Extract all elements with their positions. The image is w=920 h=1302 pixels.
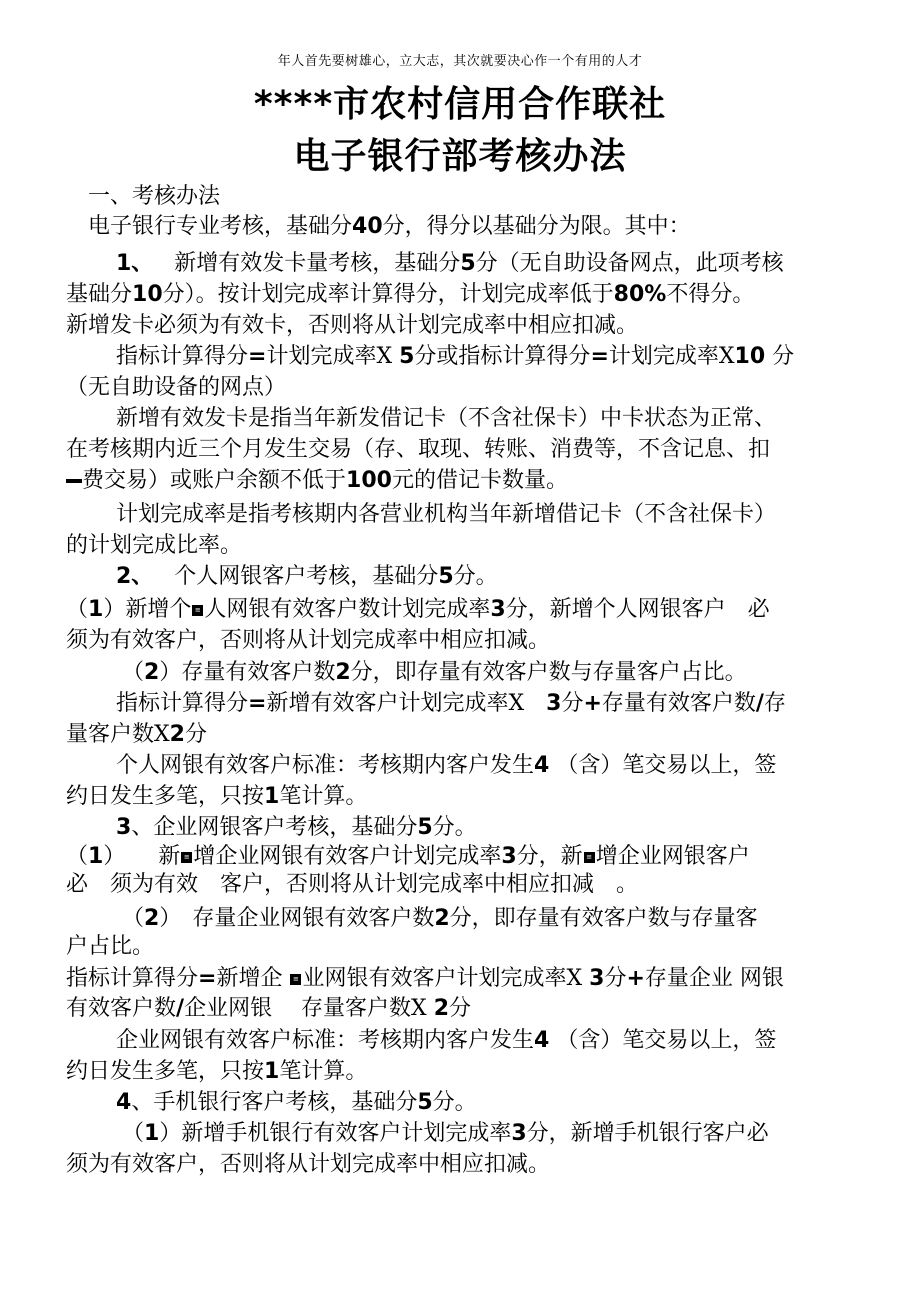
item3-f9: 有效客户数 — [66, 996, 177, 1021]
scan-artifact-mark: ≡ — [181, 852, 192, 863]
intro-line — [88, 212, 888, 242]
item2-s2-e: 分，即存量有效客户数与存量客户占比。 — [350, 660, 747, 685]
item1-plan-1: 计划完成率是指考核期内各营业机构当年新增借记卡（不含社保卡） — [116, 502, 777, 527]
item1-line3: 新增发卡必须为有效卡，否则将从计划完成率中相应扣减。 — [66, 313, 639, 338]
item2-s1-f: 分，新增个人网银客户 必 — [505, 597, 770, 622]
item4-sub1-line2: 须为有效客户，否则将从计划完成率中相应扣减。 — [66, 1152, 551, 1177]
item2-std1-b: 4 — [534, 753, 550, 778]
item3-heading — [116, 813, 916, 843]
item2-std1-a: 个人网银有效客户标准：考核期内客户发生 — [116, 753, 535, 778]
item3-formula-1 — [66, 964, 866, 994]
item3-std1-a: 企业网银有效客户标准：考核期内客户发生 — [116, 1028, 535, 1053]
item3-f7: + — [626, 966, 645, 991]
title-line-2: 电子银行部考核办法 — [293, 136, 627, 177]
item3-sub2-line2: 户占比。 — [66, 934, 155, 959]
item2-f2: = — [248, 691, 267, 716]
item3-f5: 3 — [589, 966, 605, 991]
intro-text-c: 分，得分以基础分为限。其中： — [382, 214, 691, 239]
item2-formula-2 — [66, 720, 866, 750]
item3-s1-f: 分，新 — [516, 844, 583, 869]
item4-heading — [116, 1088, 916, 1118]
item2-s1-d: 人网银有效客户数计划完成率 — [204, 597, 491, 622]
item1-text-2: 分（无自助设备网点，此项考核 — [475, 251, 784, 276]
item2-s1-a: （ — [66, 597, 89, 622]
item2-standard-2 — [66, 782, 866, 812]
item1-score: 5 — [460, 251, 476, 276]
item3-f2: = — [198, 966, 217, 991]
item3-sub1-line1 — [66, 842, 866, 872]
item1-f-b: = — [248, 344, 267, 369]
item1-d3-c: 元的借记卡数量。 — [391, 468, 568, 493]
item1-l2-b: 10 — [132, 282, 163, 307]
item1-f-g: 计划完成率X — [608, 344, 735, 369]
title-line-1: ****市农村信用合作联社 — [253, 84, 667, 125]
item1-def-3 — [66, 466, 866, 496]
item2-f5: 分 — [561, 691, 584, 716]
item2-f8: / — [755, 691, 764, 716]
item1-formula — [116, 342, 916, 372]
item1-line1 — [116, 249, 916, 279]
item2-f11: 2 — [169, 722, 185, 747]
item2-number: 2、 — [116, 564, 154, 589]
item3-standard-1 — [116, 1026, 916, 1056]
item2-standard-1 — [116, 751, 916, 781]
item3-std2-a: 约日发生多笔，只按 — [66, 1059, 265, 1084]
item2-f12: 分 — [184, 722, 207, 747]
item2-s2-c: ）存量有效客户数 — [159, 660, 336, 685]
item4-s1-a: （ — [122, 1121, 145, 1146]
item3-number: 3 — [116, 815, 132, 840]
item3-f1: 指标计算得分 — [66, 966, 199, 991]
item1-f-c: 计划完成率X — [266, 344, 400, 369]
item2-s2-a: （ — [122, 660, 145, 685]
item4-s1-c: ）新增手机银行有效客户计划完成率 — [159, 1121, 512, 1146]
item3-f6: 分 — [604, 966, 627, 991]
item4-s1-e: 分，新增手机银行客户必 — [526, 1121, 769, 1146]
item1-f-f: = — [590, 344, 609, 369]
item1-number: 1、 — [116, 251, 154, 276]
item4-number: 4 — [116, 1090, 132, 1115]
item1-def-1: 新增有效发卡是指当年新发借记卡（不含社保卡）中卡状态为正常、 — [116, 406, 777, 431]
item2-s1-b: 1 — [88, 597, 104, 622]
item2-sub1-line2: 须为有效客户，否则将从计划完成率中相应扣减。 — [66, 628, 551, 653]
item2-score: 5 — [438, 564, 454, 589]
item3-standard-2 — [66, 1057, 866, 1087]
item2-s1-c: ）新增个 — [103, 597, 192, 622]
item4-s1-d: 3 — [511, 1121, 527, 1146]
item1-d3-a: 费交易）或账户余额不低于 — [82, 468, 347, 493]
item2-sub2 — [122, 658, 920, 688]
item3-s2-d: 2 — [434, 906, 450, 931]
item3-s1-b: 1 — [88, 844, 104, 869]
item3-f11: 企业网银 存量客户数X — [184, 996, 434, 1021]
item2-std2-a: 约日发生多笔，只按 — [66, 784, 265, 809]
item3-s1-g: 增企业网银客户 — [595, 844, 750, 869]
scan-artifact-mark: ≡ — [290, 974, 301, 985]
item1-def-2: 在考核期内近三个月发生交易（存、取现、转账、消费等，不含记息、扣 — [66, 437, 771, 462]
item3-f12: 2 — [433, 996, 450, 1021]
item1-f-e: 分或指标计算得分 — [414, 344, 591, 369]
item1-d3-b: 100 — [346, 468, 392, 493]
intro-base-score: 40 — [352, 214, 383, 239]
item2-std1-c: （含）笔交易以上，签 — [556, 753, 777, 778]
item3-sub2-line1 — [122, 904, 920, 934]
item4-title: 、手机银行客户考核，基础分 — [131, 1090, 418, 1115]
item2-f4: 3 — [546, 691, 562, 716]
item3-score: 5 — [417, 815, 433, 840]
item3-sub1-line2: 必 须为有效 客户，否则将从计划完成率中相应扣减 。 — [66, 872, 639, 897]
item1-f-h: 10 — [734, 344, 766, 369]
item3-f8: 存量企业 网银 — [644, 966, 784, 991]
item3-s1-e: 3 — [501, 844, 517, 869]
item2-s1-e: 3 — [490, 597, 506, 622]
item1-l2-d: 80% — [613, 282, 667, 307]
item2-s2-d: 2 — [335, 660, 351, 685]
item2-f3: 新增有效客户计划完成率X — [266, 691, 547, 716]
item1-f-d: 5 — [399, 344, 415, 369]
item2-f9: 存 — [763, 691, 786, 716]
item1-l2-c: 分）。按计划完成率计算得分，计划完成率低于 — [162, 282, 614, 307]
item2-f6: + — [583, 691, 602, 716]
item1-line2 — [66, 280, 866, 310]
item3-f13: 分 — [449, 996, 472, 1021]
item1-text: 新增有效发卡量考核，基础分 — [174, 251, 461, 276]
item4-s1-b: 1 — [144, 1121, 160, 1146]
item3-s1-a: （ — [66, 844, 89, 869]
item3-s2-c: ） 存量企业网银有效客户数 — [159, 906, 435, 931]
item1-l2-e: 不得分。 — [666, 282, 755, 307]
item1-formula-note: （无自助设备的网点） — [66, 375, 287, 400]
scan-artifact-mark: ≡ — [192, 605, 203, 616]
item3-f4: 业网银有效客户计划完成率X — [302, 966, 590, 991]
item3-s1-c: ） 新 — [103, 844, 181, 869]
item1-plan-2: 的计划完成比率。 — [66, 533, 243, 558]
item3-f10: / — [176, 996, 185, 1021]
item2-title: 个人网银客户考核，基础分 — [174, 564, 439, 589]
item2-f7: 存量有效客户数 — [601, 691, 756, 716]
item3-std2-b: 1 — [264, 1059, 280, 1084]
item3-s2-a: （ — [122, 906, 145, 931]
item4-score: 5 — [417, 1090, 433, 1115]
item2-formula-1 — [116, 689, 916, 719]
header-motto: 年人首先要树雄心，立大志，其次就要决心作一个有用的人才 — [277, 54, 643, 69]
section-heading: 一、考核办法 — [88, 184, 221, 209]
item3-f3: 新增企 — [216, 966, 283, 991]
item2-heading — [116, 562, 916, 592]
item1-f-a: 指标计算得分 — [116, 344, 249, 369]
item3-std1-c: （含）笔交易以上，签 — [556, 1028, 777, 1053]
item2-f1: 指标计算得分 — [116, 691, 249, 716]
item4-end: 分。 — [432, 1090, 477, 1115]
item2-end: 分。 — [453, 564, 498, 589]
item3-s1-d: 增企业网银有效客户计划完成率 — [193, 844, 502, 869]
item3-formula-2 — [66, 994, 866, 1024]
item2-std2-c: 笔计算。 — [279, 784, 368, 809]
scan-artifact-mark — [66, 479, 82, 483]
item3-s2-b: 2 — [144, 906, 160, 931]
intro-text-a: 电子银行专业考核，基础分 — [88, 214, 353, 239]
item3-s2-e: 分，即存量有效客户数与存量客 — [449, 906, 758, 931]
item2-s2-b: 2 — [144, 660, 160, 685]
item1-f-i: 分 — [765, 344, 795, 369]
item2-sub1-line1 — [66, 595, 866, 625]
item2-f10: 量客户数X — [66, 722, 170, 747]
item2-std2-b: 1 — [264, 784, 280, 809]
item1-l2-a: 基础分 — [66, 282, 133, 307]
item4-sub1-line1 — [122, 1119, 920, 1149]
scan-artifact-mark: ≡ — [584, 852, 595, 863]
item3-title: 、企业网银客户考核，基础分 — [131, 815, 418, 840]
item3-std2-c: 笔计算。 — [279, 1059, 368, 1084]
item3-std1-b: 4 — [534, 1028, 550, 1053]
item3-end: 分。 — [432, 815, 477, 840]
